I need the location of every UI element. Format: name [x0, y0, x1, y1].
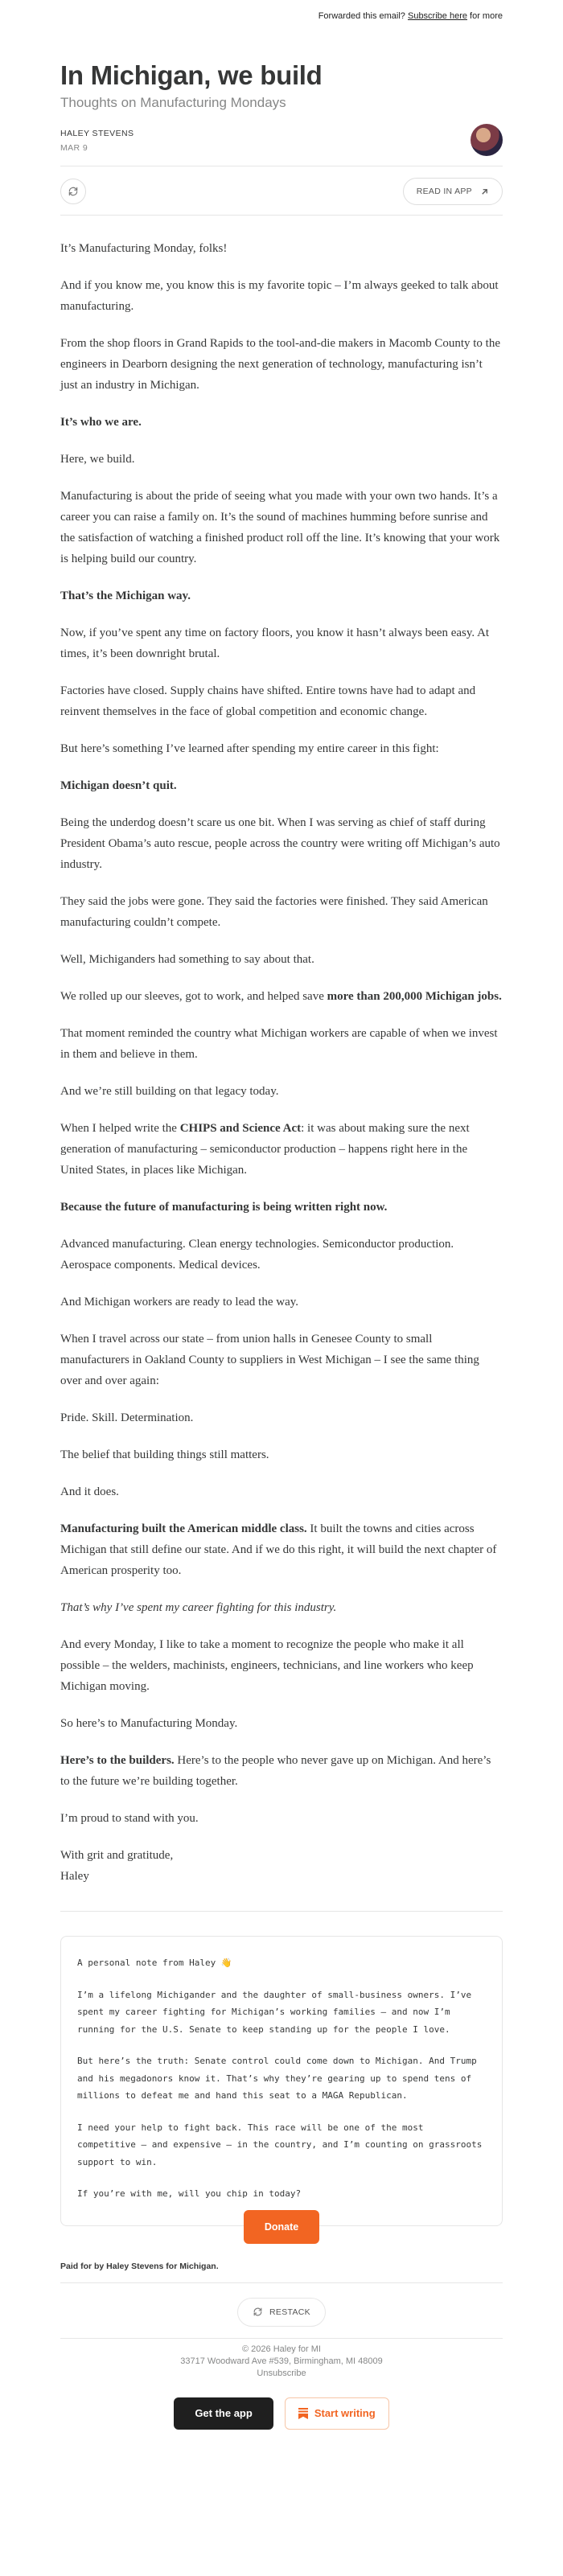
restack-button[interactable] [237, 2298, 326, 2327]
paragraph: Factories have closed. Supply chains have shifted. Entire towns have had to adapt and reinvent themselves in the face of global competition and economic change. [60, 684, 476, 718]
restack-icon-button[interactable] [60, 179, 86, 204]
substack-logo-icon [298, 2408, 308, 2419]
paragraph [60, 1597, 503, 1618]
text-span: : it was about making sure the next generation of manufacturing – semiconductor production – happens right here in the United States, in places like Michigan. [60, 1122, 470, 1177]
subscribe-link[interactable]: Subscribe here [407, 11, 467, 21]
author-name[interactable]: HALEY STEVENS [60, 129, 134, 138]
restack-row [60, 2298, 503, 2327]
paragraph: And every Monday, I like to take a moment to recognize the people who make it all possible – the welders, machinists, engineers, technicians, and line workers who keep Michigan moving. [60, 1638, 474, 1693]
mailing-address: 33717 Woodward Ave #539, Birmingham, MI 48009 [180, 2356, 383, 2366]
bold-text: more than 200,000 Michigan jobs. [327, 990, 502, 1003]
paragraph: I’m proud to stand with you. [60, 1812, 199, 1825]
email-container [60, 0, 503, 2462]
note-paragraph: I’m a lifelong Michigander and the daughter of small-business owners. I’ve spent my career fighting for Michigan’s working families – and now I’m running for the U.S. Senate to keep standing up for the people I love. [77, 1989, 472, 2035]
text-span: When I helped write the [60, 1122, 180, 1135]
paragraph: They said the jobs were gone. They said the factories were finished. They said American manufacturing couldn’t compete. [60, 895, 488, 929]
bold-text: Because the future of manufacturing is being written right now. [60, 1201, 388, 1214]
text-span: Here’s to the people who never gave up on Michigan. And here’s to the future we’re building together. [60, 1754, 491, 1788]
note-paragraph: I need your help to fight back. This race will be one of the most competitive – and expensive – in the country, and I’m counting on grassroots support to win. [77, 2122, 483, 2167]
note-paragraph: If you’re with me, will you chip in today? [77, 2188, 302, 2199]
paragraph: Here, we build. [60, 453, 135, 466]
footer [60, 2344, 503, 2380]
paragraph: But here’s something I’ve learned after spending my entire career in this fight: [60, 742, 439, 755]
paid-for-disclaimer: Paid for by Haley Stevens for Michigan. [60, 2261, 219, 2271]
signoff-line: With grit and gratitude, [60, 1849, 174, 1862]
paragraph: It’s Manufacturing Monday, folks! [60, 242, 228, 255]
paragraph [60, 585, 503, 606]
paragraph [60, 775, 503, 796]
italic-text: That’s why I’ve spent my career fighting for this industry. [60, 1601, 337, 1614]
text-span: We rolled up our sleeves, got to work, and helped save [60, 990, 327, 1003]
paragraph: And it does. [60, 1485, 119, 1498]
start-writing-button[interactable] [285, 2397, 389, 2430]
restack-icon [68, 186, 79, 197]
bold-text: CHIPS and Science Act [179, 1122, 302, 1135]
author-avatar[interactable] [471, 124, 503, 156]
paragraph [60, 412, 503, 433]
paragraph: Manufacturing is about the pride of seeing what you made with your own two hands. It’s a career you can raise a family on. It’s the sound of machines humming before sunrise and the satisfaction of watching a finished product roll off the line. It’s knowing that your work is helping build our country. [60, 490, 500, 565]
paragraph [60, 1118, 503, 1181]
personal-note-card [60, 1936, 503, 2226]
forwarded-bar [60, 0, 503, 29]
bold-text: It’s who we are. [60, 416, 142, 429]
post-body [60, 216, 503, 1887]
paragraph: When I travel across our state – from union halls in Genesee County to small manufacturers in Oakland County to suppliers in West Michigan – I see the same thing over and over again: [60, 1333, 479, 1387]
signoff [60, 1845, 503, 1887]
paragraph: So here’s to Manufacturing Monday. [60, 1717, 238, 1730]
arrow-up-right-icon [480, 187, 489, 196]
bold-text: Michigan doesn’t quit. [60, 779, 177, 792]
paragraph: Being the underdog doesn’t scare us one bit. When I was serving as chief of staff during President Obama’s auto rescue, people across the country were writing off Michigan’s auto industry. [60, 816, 500, 871]
note-heading: A personal note from Haley 👋 [77, 1958, 232, 1968]
bold-text: Manufacturing built the American middle class. [60, 1522, 307, 1535]
bold-text: That’s the Michigan way. [60, 590, 191, 602]
app-buttons [60, 2397, 503, 2462]
note-paragraph: But here’s the truth: Senate control could come down to Michigan. And Trump and his megadonors know it. That’s why they’re gearing up to spend tens of millions to defeat me and hand this seat to a MAGA Republican. [77, 2056, 477, 2101]
copyright: © 2026 Haley for MI [242, 2344, 321, 2354]
unsubscribe-link[interactable]: Unsubscribe [257, 2368, 306, 2378]
post-actions [60, 166, 503, 215]
paragraph: The belief that building things still matters. [60, 1448, 269, 1461]
divider [60, 2338, 503, 2339]
signoff-name: Haley [60, 1870, 89, 1883]
start-writing-label: Start writing [314, 2407, 376, 2419]
paragraph: From the shop floors in Grand Rapids to the tool-and-die makers in Macomb County to the engineers in Dearborn designing the next generation of technology, manufacturing isn’t just an industry in Michigan. [60, 337, 501, 392]
paragraph: And Michigan workers are ready to lead the way. [60, 1296, 299, 1309]
forwarded-text: Forwarded this email? [318, 11, 405, 21]
paragraph [60, 1518, 503, 1581]
donate-button[interactable]: Donate [244, 2210, 319, 2244]
text-span: It built the towns and cities across Michigan that still define our state. And if we do this right, it will build the next chapter of American prosperity too. [60, 1522, 497, 1577]
get-the-app-button[interactable]: Get the app [174, 2397, 273, 2430]
restack-icon [253, 2307, 263, 2317]
paragraph: Advanced manufacturing. Clean energy technologies. Semiconductor production. Aerospace components. Medical devices. [60, 1238, 454, 1272]
paragraph: Now, if you’ve spent any time on factory floors, you know it hasn’t always been easy. At times, it’s been downright brutal. [60, 627, 490, 660]
read-in-app-label: READ IN APP [416, 187, 472, 196]
restack-label: RESTACK [269, 2307, 310, 2317]
paragraph [60, 1750, 503, 1792]
post-title[interactable]: In Michigan, we build [60, 60, 323, 90]
paragraph: And we’re still building on that legacy today. [60, 1085, 279, 1098]
bold-text: Here’s to the builders. [60, 1754, 175, 1767]
paragraph: Well, Michiganders had something to say about that. [60, 953, 314, 966]
divider [60, 1911, 503, 1912]
paragraph [60, 1197, 503, 1218]
forwarded-suffix: for more [466, 11, 503, 21]
byline [60, 129, 503, 166]
divider [60, 2282, 503, 2283]
post-date: MAR 9 [60, 143, 88, 153]
post-subtitle: Thoughts on Manufacturing Mondays [60, 95, 286, 110]
paragraph: That moment reminded the country what Michigan workers are capable of when we invest in them and believe in them. [60, 1027, 498, 1061]
paragraph: Pride. Skill. Determination. [60, 1411, 194, 1424]
donate-row [60, 2210, 503, 2244]
paragraph [60, 986, 503, 1007]
paragraph: And if you know me, you know this is my favorite topic – I’m always geeked to talk about manufacturing. [60, 279, 499, 313]
read-in-app-button[interactable] [403, 178, 503, 205]
